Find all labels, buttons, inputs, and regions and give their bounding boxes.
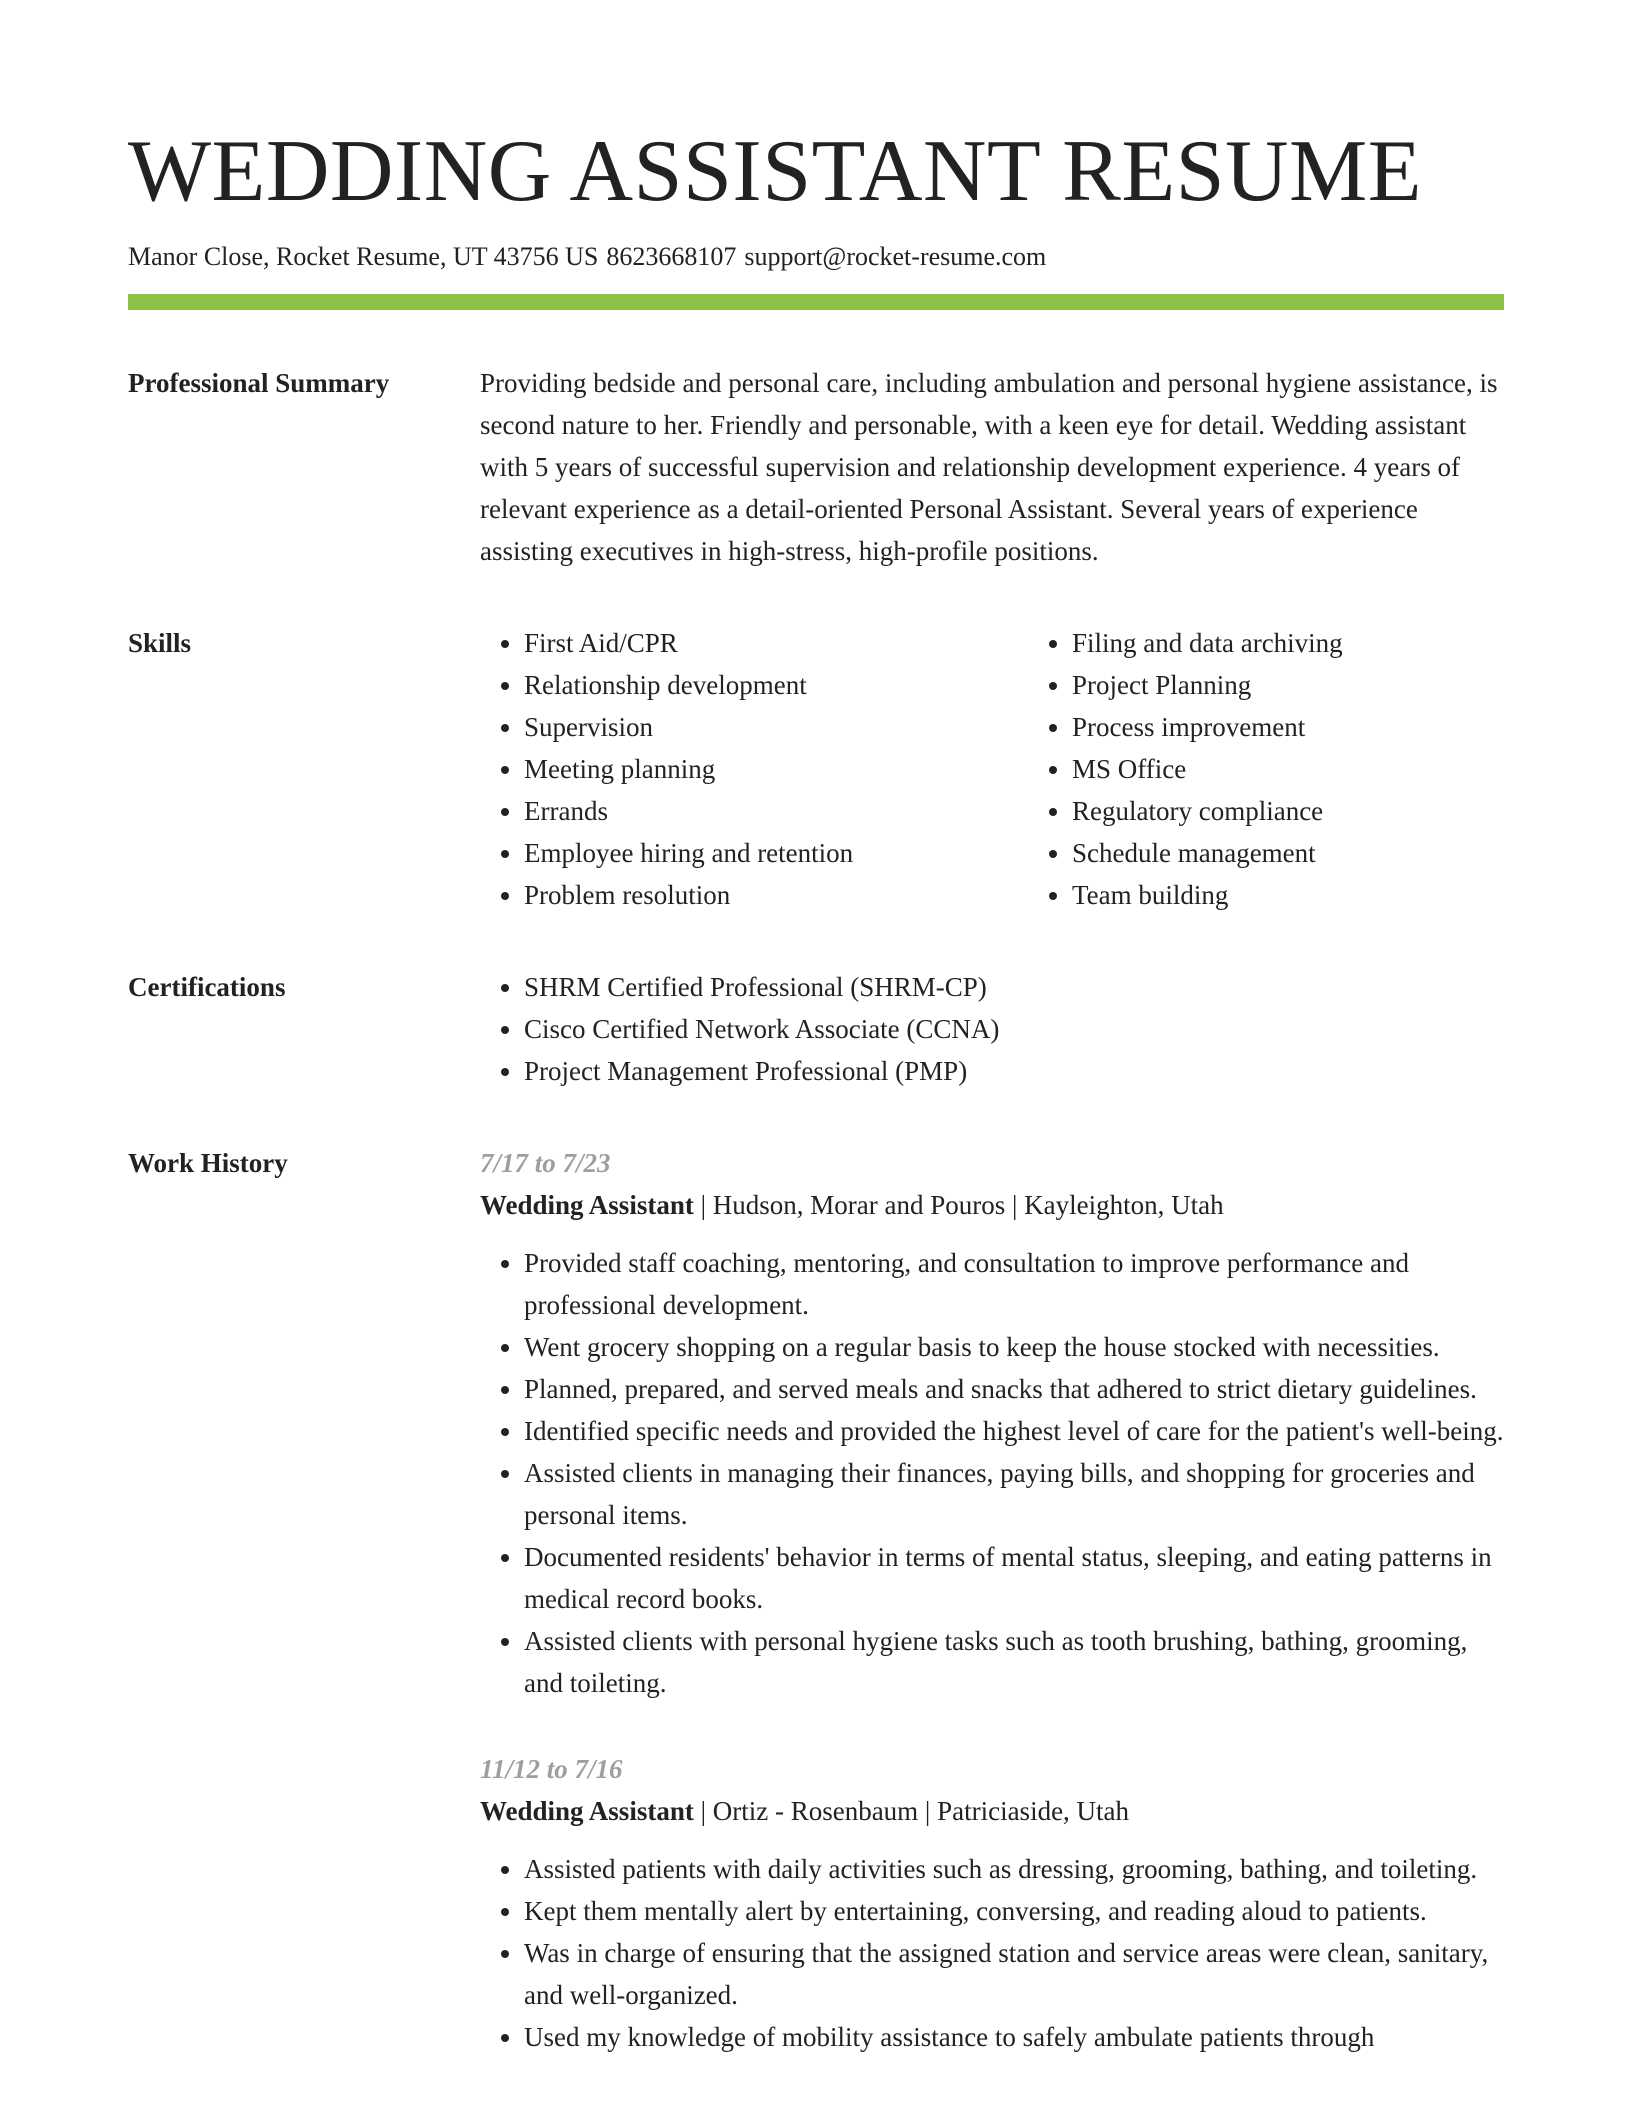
skill-item: • Team building	[1072, 874, 1576, 916]
job-bullet: • Identified specific needs and provided the highest level of care for the patient's well-being.	[524, 1410, 1504, 1452]
contact-phone: 8623668107	[606, 242, 737, 271]
job-heading	[480, 1790, 1504, 1832]
job-bullet: • Kept them mentally alert by entertaining, conversing, and reading aloud to patients.	[524, 1890, 1504, 1932]
resume-title: WEDDING ASSISTANT RESUME	[128, 123, 1423, 220]
skill-item: • Supervision	[524, 706, 1028, 748]
skills-section	[128, 622, 1504, 916]
job-employer-location: | Hudson, Morar and Pouros | Kayleighton, Utah	[693, 1190, 1224, 1220]
certification-item: • SHRM Certified Professional (SHRM-CP)	[524, 966, 1504, 1008]
contact-line	[128, 240, 1504, 274]
header-divider	[128, 294, 1504, 310]
summary-label: Professional Summary	[128, 368, 390, 398]
certification-item: • Project Management Professional (PMP)	[524, 1050, 1504, 1092]
job-bullet: • Assisted clients with personal hygiene tasks such as tooth brushing, bathing, grooming, and toileting.	[524, 1620, 1504, 1704]
job-title: Wedding Assistant	[480, 1190, 694, 1220]
skill-item: • Problem resolution	[524, 874, 1028, 916]
job-dates: 7/17 to 7/23	[480, 1148, 611, 1178]
summary-section	[128, 362, 1504, 572]
skills-label: Skills	[128, 628, 192, 658]
job-bullet: • Assisted clients in managing their finances, paying bills, and shopping for groceries and personal items.	[524, 1452, 1504, 1536]
skills-content	[480, 622, 1576, 916]
skill-item: • Filing and data archiving	[1072, 622, 1576, 664]
job-entry	[480, 1142, 1504, 1704]
job-dates: 11/12 to 7/16	[480, 1754, 623, 1784]
skill-item: • MS Office	[1072, 748, 1576, 790]
job-bullet: • Documented residents' behavior in terms of mental status, sleeping, and eating patterns in medical record books.	[524, 1536, 1504, 1620]
skill-item: • Relationship development	[524, 664, 1028, 706]
skill-item: • Meeting planning	[524, 748, 1028, 790]
job-bullet: • Used my knowledge of mobility assistance to safely ambulate patients through	[524, 2016, 1504, 2058]
job-bullet: • Assisted patients with daily activities such as dressing, grooming, bathing, and toileting.	[524, 1848, 1504, 1890]
certification-item: • Cisco Certified Network Associate (CCNA)	[524, 1008, 1504, 1050]
certifications-content	[480, 966, 1504, 1092]
job-bullet: • Provided staff coaching, mentoring, and consultation to improve performance and professional development.	[524, 1242, 1504, 1326]
job-bullets	[480, 1848, 1504, 2058]
skill-item: • Regulatory compliance	[1072, 790, 1576, 832]
job-heading	[480, 1184, 1504, 1226]
job-bullet: • Planned, prepared, and served meals and snacks that adhered to strict dietary guidelines.	[524, 1368, 1504, 1410]
skill-item: • First Aid/CPR	[524, 622, 1028, 664]
certifications-list	[480, 966, 1504, 1092]
skills-list-right	[1028, 622, 1576, 916]
skills-list-left	[480, 622, 1028, 916]
work-history-content	[480, 1142, 1504, 2102]
certifications-label: Certifications	[128, 972, 286, 1002]
resume-page	[128, 124, 1504, 2102]
work-history-section	[128, 1142, 1504, 2102]
job-employer-location: | Ortiz - Rosenbaum | Patriciaside, Utah	[693, 1796, 1130, 1826]
contact-address: Manor Close, Rocket Resume, UT 43756 US	[128, 242, 599, 271]
job-bullet: • Was in charge of ensuring that the assigned station and service areas were clean, sanitary, and well-organized.	[524, 1932, 1504, 2016]
job-title: Wedding Assistant	[480, 1796, 694, 1826]
summary-content	[480, 362, 1504, 572]
contact-email: support@rocket-resume.com	[744, 242, 1047, 271]
skill-item: • Employee hiring and retention	[524, 832, 1028, 874]
skill-item: • Project Planning	[1072, 664, 1576, 706]
skill-item: • Process improvement	[1072, 706, 1576, 748]
skill-item: • Schedule management	[1072, 832, 1576, 874]
job-bullets	[480, 1242, 1504, 1704]
skill-item: • Errands	[524, 790, 1028, 832]
certifications-section	[128, 966, 1504, 1092]
summary-text: Providing bedside and personal care, including ambulation and personal hygiene assistance, is second nature to her. Friendly and personable, with a keen eye for detail. Wedding assistant with 5 years of successful supervision and relationship development experience. 4 years of relevant experience as a detail-oriented Personal Assistant. Several years of experience assisting executives in high-stress, high-profile positions.	[480, 368, 1498, 566]
job-bullet: • Went grocery shopping on a regular basis to keep the house stocked with necessities.	[524, 1326, 1504, 1368]
job-entry	[480, 1748, 1504, 2058]
work-history-label: Work History	[128, 1148, 288, 1178]
